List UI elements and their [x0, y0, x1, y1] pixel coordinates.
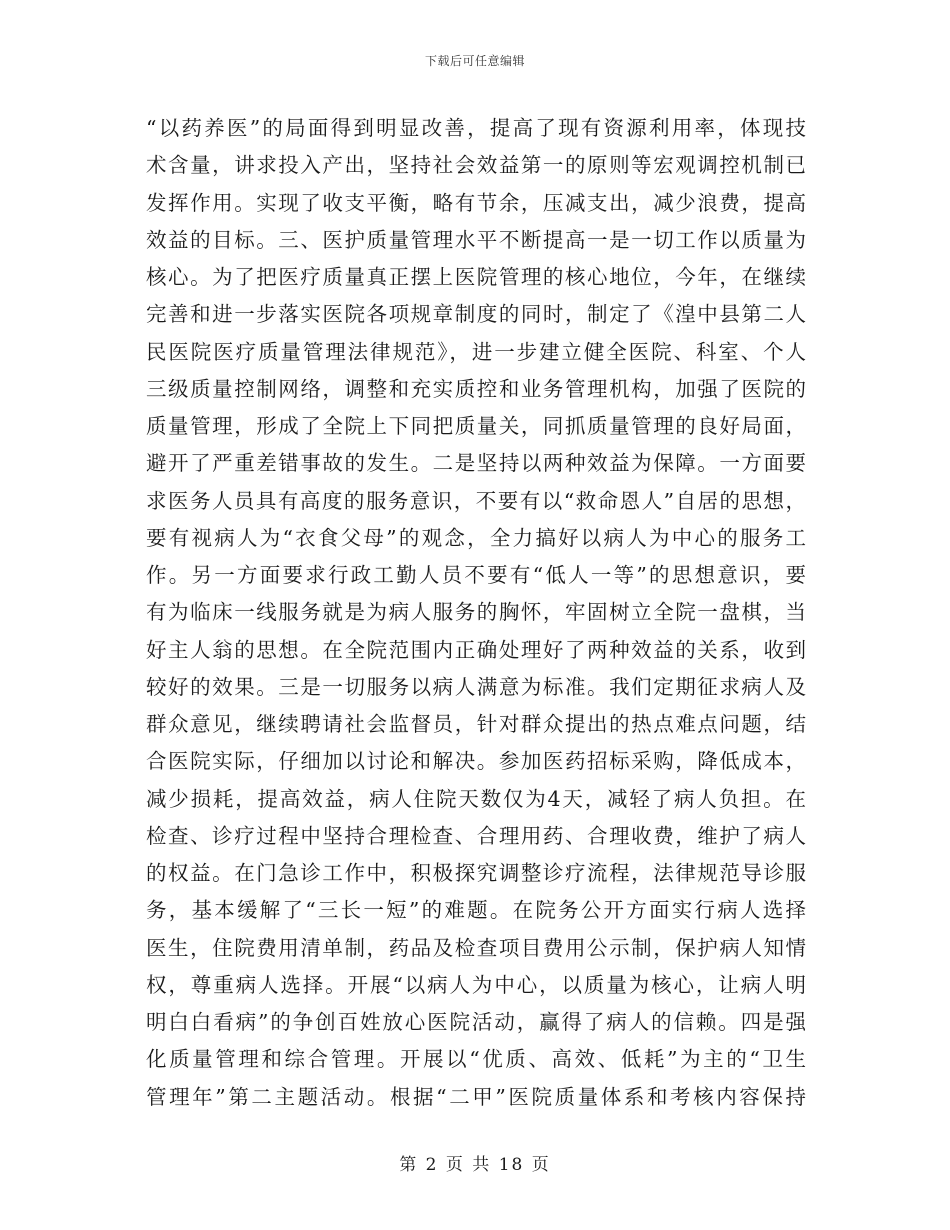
- body-line: 化质量管理和综合管理。开展以“优质、高效、低耗”为主的“卫生: [146, 1047, 806, 1072]
- body-line: 检查、诊疗过程中坚持合理检查、合理用药、合理收费，维护了病人: [146, 823, 806, 848]
- body-line: 医生，住院费用清单制，药品及检查项目费用公示制，保护病人知情: [146, 935, 806, 960]
- body-line: 群众意见，继续聘请社会监督员，针对群众提出的热点难点问题，结: [146, 712, 806, 736]
- body-line: 明白白看病”的争创百姓放心医院活动，赢得了病人的信赖。四是强: [146, 1010, 806, 1034]
- body-line: 避开了严重差错事故的发生。二是坚持以两种效益为保障。一方面要: [146, 451, 806, 476]
- body-line: 发挥作用。实现了收支平衡，略有节余，压减支出，减少浪费，提高: [146, 190, 806, 215]
- body-line: 好主人翁的思想。在全院范围内正确处理好了两种效益的关系，收到: [146, 637, 806, 662]
- body-line: 三级质量控制网络，调整和充实质控和业务管理机构，加强了医院的: [146, 376, 806, 401]
- body-line: 完善和进一步落实医院各项规章制度的同时，制定了《湟中县第二人: [146, 302, 806, 327]
- body-line: 较好的效果。三是一切服务以病人满意为标准。我们定期征求病人及: [146, 674, 806, 699]
- body-line: 核心。为了把医疗质量真正摆上医院管理的核心地位，今年，在继续: [146, 265, 806, 289]
- body-line: 民医院医疗质量管理法律规范》，进一步建立健全医院、科室、个人: [146, 339, 806, 364]
- body-line: 作。另一方面要求行政工勤人员不要有“低人一等”的思想意识，要: [146, 563, 806, 587]
- body-line: 管理年”第二主题活动。根据“二甲”医院质量体系和考核内容保持: [146, 1084, 806, 1109]
- body-line: 求医务人员具有高度的服务意识，不要有以“救命恩人”自居的思想，: [146, 488, 806, 513]
- body-line: 质量管理，形成了全院上下同把质量关，同抓质量管理的良好局面，: [146, 414, 806, 438]
- body-line: 务，基本缓解了“三长一短”的难题。在院务公开方面实行病人选择: [146, 898, 806, 923]
- body-line: 效益的目标。三、医护质量管理水平不断提高一是一切工作以质量为: [146, 227, 806, 252]
- page-number: 第 2 页 共 18 页: [399, 1155, 551, 1175]
- body-line: 术含量，讲求投入产出，坚持社会效益第一的原则等宏观调控机制已: [146, 153, 806, 178]
- body-line: 要有视病人为“衣食父母”的观念，全力搞好以病人为中心的服务工: [146, 525, 806, 550]
- body-line: 减少损耗，提高效益，病人住院天数仅为4天，减轻了病人负担。在: [146, 786, 806, 811]
- body-line: “以药养医”的局面得到明显改善，提高了现有资源利用率，体现技: [146, 116, 806, 140]
- body-line: 的权益。在门急诊工作中，积极探究调整诊疗流程，法律规范导诊服: [146, 861, 806, 885]
- body-line: 有为临床一线服务就是为病人服务的胸怀，牢固树立全院一盘棋，当: [146, 600, 806, 625]
- document-body: [146, 110, 806, 1116]
- body-line: 合医院实际，仔细加以讨论和解决。参加医药招标采购，降低成本，: [146, 749, 806, 774]
- page-header: 下载后可任意编辑: [424, 54, 525, 68]
- body-line: 权，尊重病人选择。开展“以病人为中心，以质量为核心，让病人明: [146, 972, 806, 997]
